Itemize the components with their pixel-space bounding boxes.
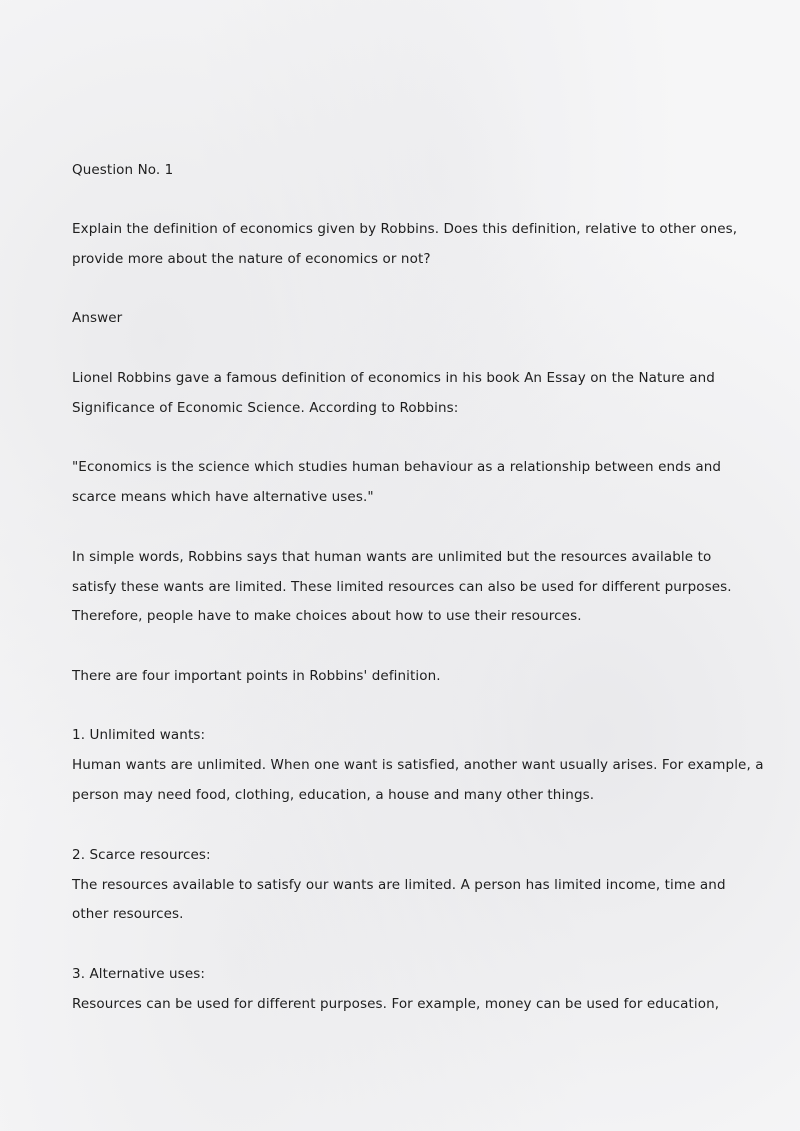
point-text-line: other resources. bbox=[72, 906, 184, 922]
point-title: 3. Alternative uses: bbox=[72, 966, 206, 982]
explanation-text-line: satisfy these wants are limited. These limited resources can also be used for different purposes. bbox=[72, 579, 732, 595]
point-text-line: The resources available to satisfy our wants are limited. A person has limited income, time and bbox=[72, 877, 726, 893]
point-title: 2. Scarce resources: bbox=[72, 847, 211, 863]
question-heading: Question No. 1 bbox=[72, 162, 174, 178]
quote-text-line: scarce means which have alternative uses." bbox=[72, 489, 374, 505]
answer-label: Answer bbox=[72, 310, 123, 326]
point-title: 1. Unlimited wants: bbox=[72, 727, 206, 743]
point-text-line: Resources can be used for different purposes. For example, money can be used for education, bbox=[72, 996, 720, 1012]
explanation-text-line: In simple words, Robbins says that human wants are unlimited but the resources available to bbox=[72, 549, 712, 565]
points-intro: There are four important points in Robbins' definition. bbox=[72, 668, 441, 684]
intro-text-line: Significance of Economic Science. According to Robbins: bbox=[72, 400, 459, 416]
quote-text-line: "Economics is the science which studies human behaviour as a relationship between ends and bbox=[72, 459, 722, 475]
question-text-line: Explain the definition of economics given by Robbins. Does this definition, relative to other ones, bbox=[72, 221, 738, 237]
explanation-text-line: Therefore, people have to make choices about how to use their resources. bbox=[72, 608, 582, 624]
question-text-line: provide more about the nature of economics or not? bbox=[72, 251, 431, 267]
intro-text-line: Lionel Robbins gave a famous definition of economics in his book An Essay on the Nature and bbox=[72, 370, 715, 386]
point-text-line: Human wants are unlimited. When one want is satisfied, another want usually arises. For example, a bbox=[72, 757, 764, 773]
point-text-line: person may need food, clothing, education, a house and many other things. bbox=[72, 787, 595, 803]
